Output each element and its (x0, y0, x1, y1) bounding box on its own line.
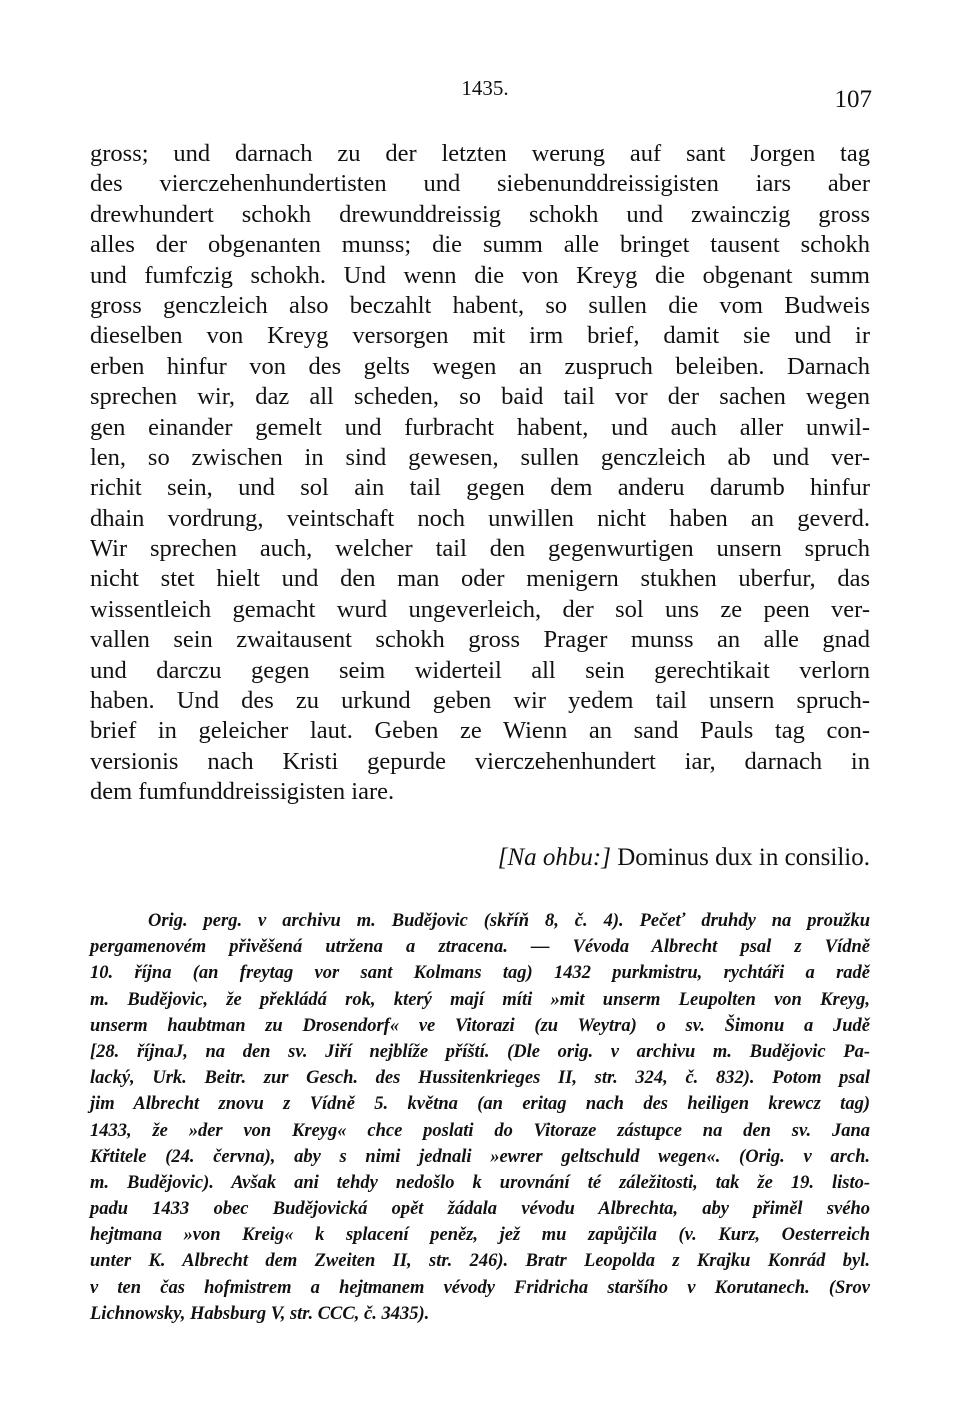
text-line: gross genczleich also beczahlt habent, so sullen die vom Budweis (90, 291, 870, 319)
note-line: [28. říjnaJ, na den sv. Jiří nejblíže příští. (Dle orig. v archivu m. Budějovic Pa- (90, 1041, 870, 1062)
text-line: gross; und darnach zu der letzten werung auf sant Jorgen tag (90, 140, 870, 167)
note-line: pergamenovém přivěšená utržena a ztracena. — Vévoda Albrecht psal z Vídně (90, 937, 870, 958)
page-number: 107 (834, 86, 872, 113)
text-line: nicht stet hielt und den man oder menigern stukhen uberfur, das (90, 565, 870, 593)
editorial-notes (90, 908, 870, 1327)
note-line: unter K. Albrecht dem Zweiten II, str. 246). Bratr Leopolda z Krajku Konrád byl. (90, 1251, 870, 1272)
text-line: des vierczehenhundertisten und siebenunddreissigisten iars aber (90, 170, 870, 198)
text-line: dieselben von Kreyg versorgen mit irm brief, damit sie und ir (90, 322, 870, 350)
text-line: richit sein, und sol ain tail gegen dem anderu darumb hinfur (90, 474, 870, 502)
text-line: vallen sein zwaitausent schokh gross Prager munss an alle gnad (90, 626, 870, 654)
text-line: und darczu gegen seim widerteil all sein gerechtikait verlorn (90, 656, 870, 684)
text-line: dem fumfunddreissigisten iare. (90, 778, 395, 806)
text-line: dhain vordrung, veintschaft noch unwillen nicht haben an geverd. (90, 504, 870, 532)
note-line: lacký, Urk. Beitr. zur Gesch. des Hussitenkrieges II, str. 324, č. 832). Potom psal (90, 1068, 870, 1089)
note-line: m. Budějovic, že překládá rok, který mají míti »mit unserm Leupolten von Kreyg, (90, 989, 870, 1010)
note-line: v ten čas hofmistrem a hejtmanem vévody Fridricha staršího v Korutanech. (Srov (90, 1277, 870, 1298)
text-line: haben. Und des zu urkund geben wir yedem tail unsern spruch- (90, 687, 870, 715)
text-line: alles der obgenanten munss; die summ alle bringet tausent schokh (90, 231, 870, 259)
text-line: Wir sprechen auch, welcher tail den gegenwurtigen unsern spruch (90, 535, 870, 563)
signature-bracket-note: [Na ohbu:] (497, 844, 611, 871)
text-line: drewhundert schokh drewunddreissig schokh und zwainczig gross (90, 200, 870, 228)
text-line: gen einander gemelt und furbracht habent, und auch aller unwil- (90, 413, 870, 441)
main-text (90, 139, 870, 808)
note-line: padu 1433 obec Budějovická opět žádala vévodu Albrechta, aby přiměl svého (90, 1199, 870, 1220)
note-line: unserm haubtman zu Drosendorf« ve Vitorazi (zu Weytra) o sv. Šimonu a Judě (90, 1015, 870, 1036)
note-line: hejtmana »von Kreig« k splacení peněz, jež mu zapůjčila (v. Kurz, Oesterreich (90, 1225, 870, 1246)
note-line: Křtitele (24. června), aby s nimi jednali »ewrer geltschuld wegen«. (Orig. v arch. (90, 1146, 870, 1167)
signature-line (498, 844, 870, 872)
signature-text: Dominus dux in consilio. (617, 844, 870, 871)
note-line: jim Albrecht znovu z Vídně 5. května (an eritag nach des heiligen krewcz tag) (90, 1094, 870, 1115)
text-line: len, so zwischen in sind gewesen, sullen genczleich ab und ver- (90, 443, 870, 471)
text-line: erben hinfur von des gelts wegen an zuspruch beleiben. Darnach (90, 352, 870, 380)
note-line: Lichnowsky, Habsburg V, str. CCC, č. 3435). (90, 1303, 430, 1324)
note-line: Orig. perg. v archivu m. Budějovic (skříň 8, č. 4). Pečeť druhdy na proužku (148, 911, 870, 931)
note-line: m. Budějovic). Avšak ani tehdy nedošlo k urovnání té záležitosti, tak že 19. listo- (90, 1172, 870, 1193)
text-line: wissentleich gemacht wurd ungeverleich, der sol uns ze peen ver- (90, 595, 870, 623)
text-line: und fumfczig schokh. Und wenn die von Kreyg die obgenant summ (90, 261, 870, 289)
note-line: 10. října (an freytag vor sant Kolmans tag) 1432 purkmistru, rychtáři a radě (90, 963, 870, 984)
text-line: versionis nach Kristi gepurde vierczehenhundert iar, darnach in (90, 747, 870, 775)
note-line: 1433, že »der von Kreyg« chce poslati do Vitoraze zástupce na den sv. Jana (90, 1120, 870, 1141)
text-line: sprechen wir, daz all scheden, so baid tail vor der sachen wegen (90, 383, 870, 411)
text-line: brief in geleicher laut. Geben ze Wienn an sand Pauls tag con- (90, 717, 870, 745)
running-header-year: 1435. (461, 76, 509, 100)
